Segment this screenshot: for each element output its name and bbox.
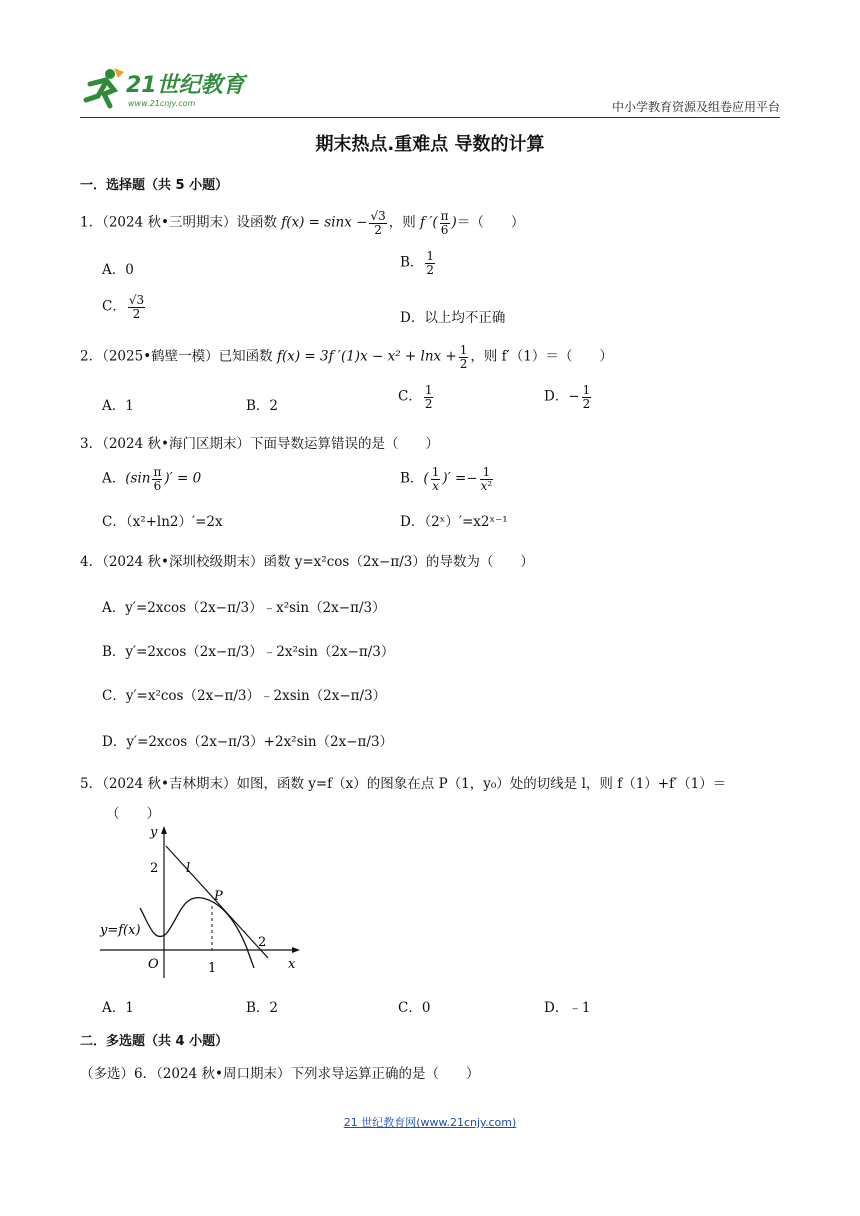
question-1: 1．（2024 秋•三明期末）设函数 f(x) = sinx − $\frac{√3}{2}$ ，则 f ′( $\frac{\pi}{6}$ )＝（ ） [80,209,525,237]
x-tick-1: 1 [208,961,217,976]
question-1-option-b[interactable]: B． $\frac{1}{2}$ [400,249,435,277]
question-1-formula: f(x) = sinx − [281,214,368,231]
question-2-option-a[interactable]: A．1 [102,398,134,414]
function-graph [96,822,306,982]
question-3-option-a[interactable]: A．(sin $\frac{\pi}{6}$ )′ = 0 [102,465,202,493]
section-heading-multi-choice: 二．多选题（共 4 小题） [80,1034,229,1049]
origin-label: O [148,957,159,972]
question-1-option-a[interactable]: A．0 [102,262,134,278]
question-5-answer-paren: （ ） [106,806,160,822]
question-5-option-b[interactable]: B．2 [246,1000,279,1016]
question-3-option-c[interactable]: C．（x²+ln2）′=2x [102,514,223,530]
footer-link[interactable]: 21 世纪教育网(www.21cnjy.com) [343,1116,517,1129]
logo-text: 21世纪教育 [126,73,245,98]
question-5-option-d[interactable]: D．﹣1 [544,1000,591,1016]
platform-tagline: 中小学教育资源及组卷应用平台 [611,100,780,114]
question-1-option-c[interactable]: C． $\frac{√3}{2}$ [102,293,145,321]
y-tick-2: 2 [150,861,159,876]
page-title: 期末热点.重难点 导数的计算 [315,134,545,155]
point-label-p: P [214,889,223,904]
line-label-l: l [186,861,191,876]
page-header [80,64,780,120]
runner-logo-icon [80,64,128,110]
x-axis-arrow-icon [292,947,300,953]
question-2-formula: f(x) = 3f ′(1)x − x² + lnx + [276,348,457,365]
y-axis-label: y [150,825,158,840]
question-4-option-b[interactable]: B．y′=2xcos（2x−π/3）﹣2x²sin（2x−π/3） [102,644,395,660]
question-1-stem: 1．（2024 秋•三明期末）设函数 [80,214,277,231]
question-3-option-d[interactable]: D．（2ˣ）′=x2ˣ⁻¹ [400,514,508,530]
header-divider [80,117,780,118]
y-axis-arrow-icon [161,826,167,834]
question-4-option-a[interactable]: A．y′=2xcos（2x−π/3）﹣x²sin（2x−π/3） [102,600,386,616]
x-tick-2: 2 [258,935,267,950]
question-5: 5．（2024 秋•吉林期末）如图，函数 y=f（x）的图象在点 P（1，y₀）处的切线是 l，则 f（1）+f′（1）＝ [80,776,727,792]
question-2: 2．（2025•鹤壁一模）已知函数 f(x) = 3f ′(1)x − x² + lnx + $\frac{1}{2}$ ，则 f′（1）＝（ ） [80,343,613,371]
question-3: 3．（2024 秋•海门区期末）下面导数运算错误的是（ ） [80,436,439,452]
question-3-option-b[interactable]: B．( $\frac{1}{x}$ )′ =− $\frac{1}{\text{x²}}$ [400,465,493,493]
question-6: （多选）6．（2024 秋•周口期末）下列求导运算正确的是（ ） [80,1066,480,1082]
function-label: y=f(x) [100,923,141,938]
question-4-option-d[interactable]: D．y′=2xcos（2x−π/3）+2x²sin（2x−π/3） [102,734,394,750]
x-axis-label: x [288,957,296,972]
question-5-option-a[interactable]: A．1 [102,1000,134,1016]
question-4-option-c[interactable]: C．y′=x²cos（2x−π/3）﹣2xsin（2x−π/3） [102,688,387,704]
logo-url: www.21cnjy.com [128,99,196,108]
question-5-option-c[interactable]: C．0 [398,1000,431,1016]
sqrt3-over-2: $\frac{√3}{2}$ [370,209,386,237]
question-2-option-b[interactable]: B．2 [246,398,279,414]
logo [80,64,250,118]
question-2-option-d[interactable]: D．− $\frac{1}{2}$ [544,383,591,411]
section-heading-single-choice: 一．选择题（共 5 小题） [80,178,229,193]
question-1-option-d[interactable]: D．以上均不正确 [400,310,506,326]
question-2-option-c[interactable]: C． $\frac{1}{2}$ [398,383,433,411]
question-4: 4．（2024 秋•深圳校级期末）函数 y=x²cos（2x−π/3）的导数为（ ） [80,554,534,570]
